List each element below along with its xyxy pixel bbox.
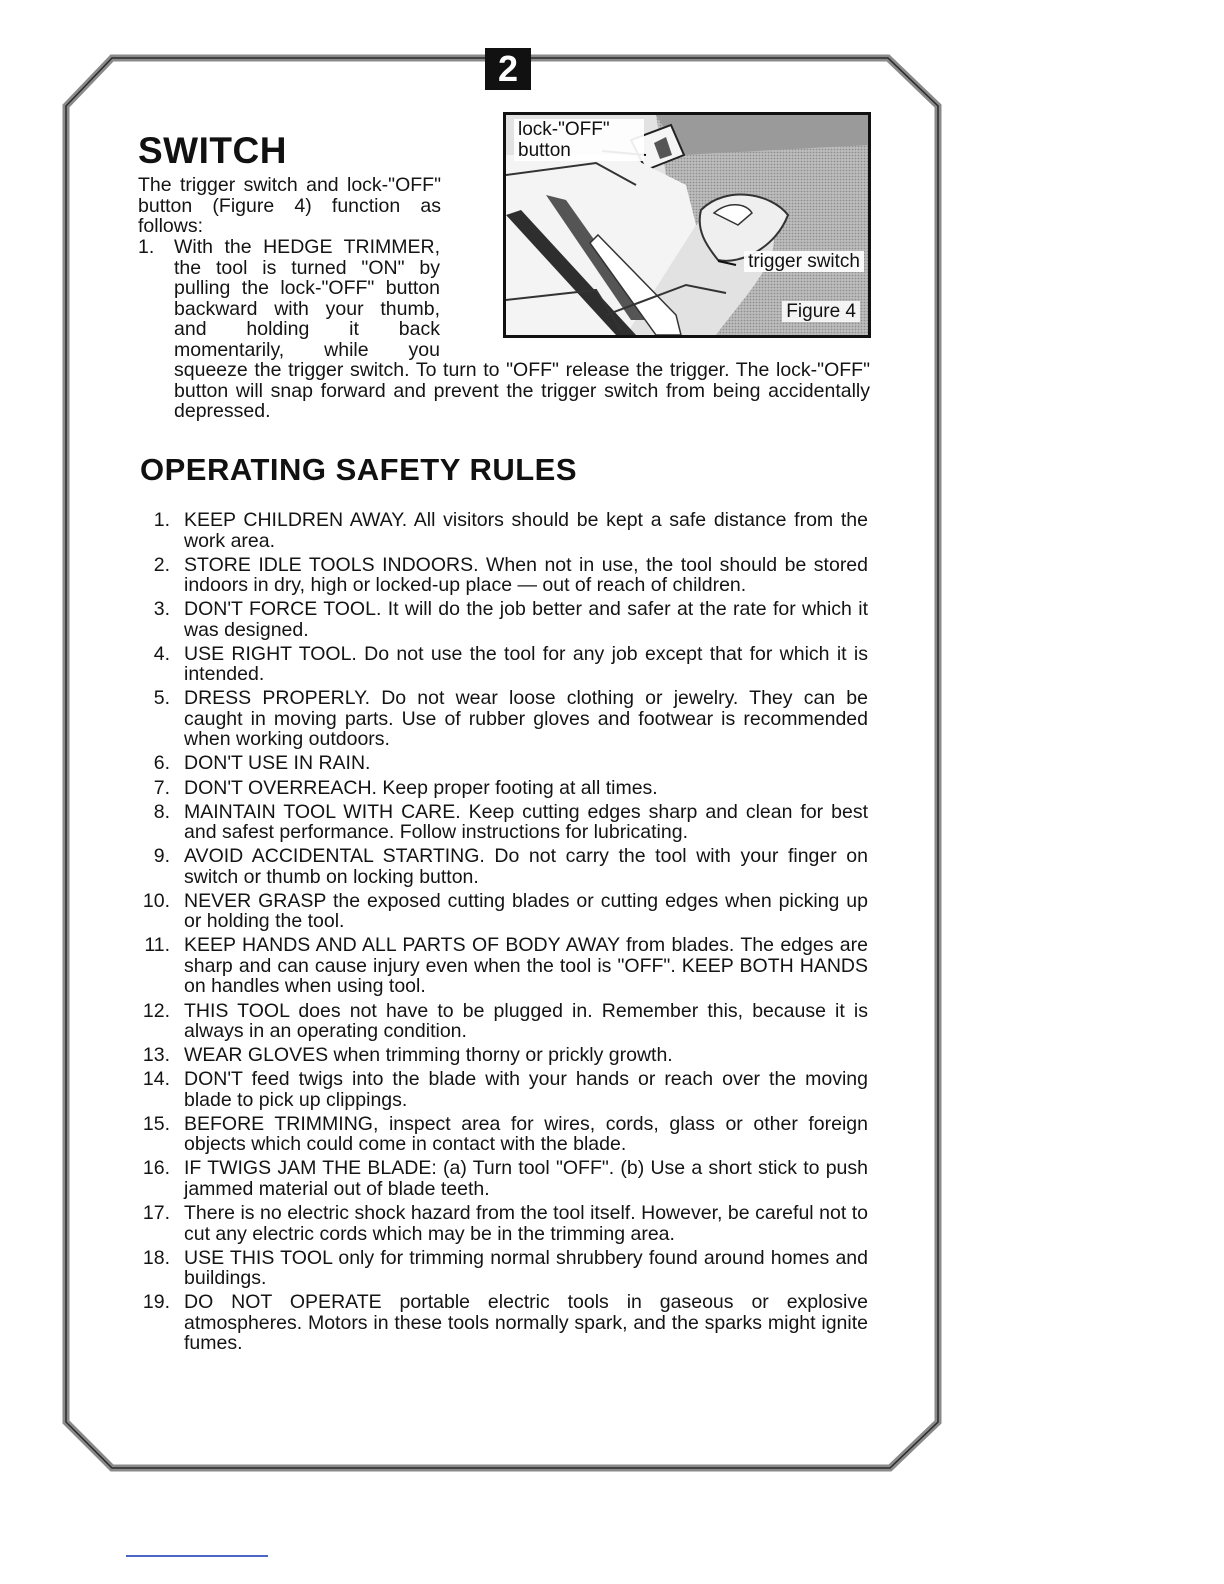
- rule-number: 15.: [142, 1112, 170, 1135]
- safety-rule-item: [138, 510, 868, 551]
- rule-text: IF TWIGS JAM THE BLADE: (a) Turn tool "OFF". (b) Use a short stick to push jammed material out of blade teeth.: [184, 1157, 868, 1200]
- switch-item-number: 1.: [138, 236, 155, 258]
- trigger-switch-label: trigger switch: [744, 251, 864, 272]
- rule-number: 3.: [153, 598, 170, 621]
- safety-rule-item: [138, 1001, 868, 1042]
- rule-number: 1.: [153, 509, 170, 531]
- page-footer-line: [126, 1555, 268, 1557]
- rule-number: 12.: [142, 999, 170, 1022]
- rule-number: 13.: [142, 1044, 170, 1067]
- safety-rule-item: [138, 846, 868, 887]
- rule-text: DON'T OVERREACH. Keep proper footing at all times.: [184, 776, 658, 799]
- safety-rule-item: [138, 1069, 868, 1110]
- figure-4-illustration: [503, 112, 871, 338]
- safety-rule-item: [138, 1114, 868, 1155]
- rule-text: USE THIS TOOL only for trimming normal shrubbery found around homes and buildings.: [184, 1246, 868, 1290]
- rule-text: KEEP HANDS AND ALL PARTS OF BODY AWAY from blades. The edges are sharp and can cause injury even when the tool is "OFF". KEEP BOTH HANDS on handles when using tool.: [184, 934, 868, 998]
- rule-text: There is no electric shock hazard from the tool itself. However, be careful not to cut any electric cords which may be in the trimming area.: [184, 1202, 868, 1245]
- safety-rule-item: [138, 778, 868, 799]
- safety-rules-list: [138, 510, 868, 1357]
- safety-rule-item: [138, 753, 868, 774]
- rule-text: DRESS PROPERLY. Do not wear loose clothing or jewelry. They can be caught in moving parts. Use of rubber gloves and footwear is recommended when working outdoors.: [184, 687, 868, 751]
- rule-number: 2.: [153, 553, 170, 576]
- rule-number: 4.: [153, 642, 170, 665]
- rule-number: 11.: [144, 934, 170, 957]
- rule-number: 6.: [153, 752, 170, 775]
- switch-intro-text: The trigger switch and lock-"OFF" button (Figure 4) function as follows:: [138, 174, 441, 237]
- rule-number: 18.: [142, 1246, 170, 1269]
- safety-rule-item: [138, 1248, 868, 1289]
- rule-text: DON'T USE IN RAIN.: [184, 752, 371, 775]
- rule-text: AVOID ACCIDENTAL STARTING. Do not carry the tool with your finger on switch or thumb on locking button.: [184, 845, 868, 888]
- rule-text: DON'T FORCE TOOL. It will do the job better and safer at the rate for which it was designed.: [184, 598, 868, 641]
- rule-text: BEFORE TRIMMING, inspect area for wires, cords, glass or other foreign objects which could come in contact with the blade.: [184, 1112, 868, 1156]
- safety-rule-item: [138, 688, 868, 750]
- rule-text: THIS TOOL does not have to be plugged in. Remember this, because it is always in an operating condition.: [184, 999, 868, 1043]
- rule-text: DO NOT OPERATE portable electric tools in gaseous or explosive atmospheres. Motors in these tools normally spark, and the sparks might ignite fumes.: [184, 1291, 868, 1355]
- rule-number: 7.: [153, 776, 170, 799]
- safety-rule-item: [138, 644, 868, 685]
- rule-number: 17.: [142, 1202, 170, 1224]
- page-number-badge: 2: [485, 48, 531, 90]
- figure-caption: Figure 4: [782, 301, 860, 322]
- lock-off-button-label: lock-"OFF" button: [514, 119, 644, 161]
- safety-rule-item: [138, 802, 868, 843]
- switch-heading: SWITCH: [138, 130, 287, 171]
- safety-rule-item: [138, 935, 868, 997]
- safety-rule-item: [138, 1158, 868, 1199]
- switch-item-text: With the HEDGE TRIMMER, the tool is turned "ON" by pulling the lock-"OFF" button backward with your thumb, and holding it back momentarily, while you squeeze the trigger switch. To turn to "OFF" release the trigger. The lock-"OFF" button will snap forward and prevent the trigger switch from being accidentally depressed.: [174, 236, 870, 422]
- operating-safety-rules-heading: OPERATING SAFETY RULES: [140, 452, 578, 487]
- rule-number: 9.: [153, 845, 170, 868]
- rule-number: 14.: [142, 1068, 170, 1091]
- rule-text: WEAR GLOVES when trimming thorny or prickly growth.: [184, 1044, 673, 1067]
- safety-rule-item: [138, 555, 868, 596]
- rule-number: 10.: [142, 889, 170, 912]
- safety-rule-item: [138, 1045, 868, 1066]
- rule-text: DON'T feed twigs into the blade with your hands or reach over the moving blade to pick up clippings.: [184, 1068, 868, 1111]
- rule-text: MAINTAIN TOOL WITH CARE. Keep cutting edges sharp and clean for best and safest performance. Follow instructions for lubricating.: [184, 800, 868, 844]
- rule-number: 5.: [153, 687, 170, 710]
- safety-rule-item: [138, 1203, 868, 1244]
- rule-text: NEVER GRASP the exposed cutting blades or cutting edges when picking up or holding the tool.: [184, 889, 868, 933]
- safety-rule-item: [138, 599, 868, 640]
- rule-number: 8.: [153, 800, 170, 823]
- safety-rule-item: [138, 1292, 868, 1354]
- rule-text: USE RIGHT TOOL. Do not use the tool for any job except that for which it is intended.: [184, 642, 868, 686]
- rule-text: KEEP CHILDREN AWAY. All visitors should be kept a safe distance from the work area.: [184, 509, 868, 552]
- rule-number: 19.: [142, 1291, 170, 1314]
- safety-rule-item: [138, 891, 868, 932]
- rule-text: STORE IDLE TOOLS INDOORS. When not in use, the tool should be stored indoors in dry, high or locked-up place — out of reach of children.: [184, 553, 868, 597]
- rule-number: 16.: [142, 1157, 170, 1180]
